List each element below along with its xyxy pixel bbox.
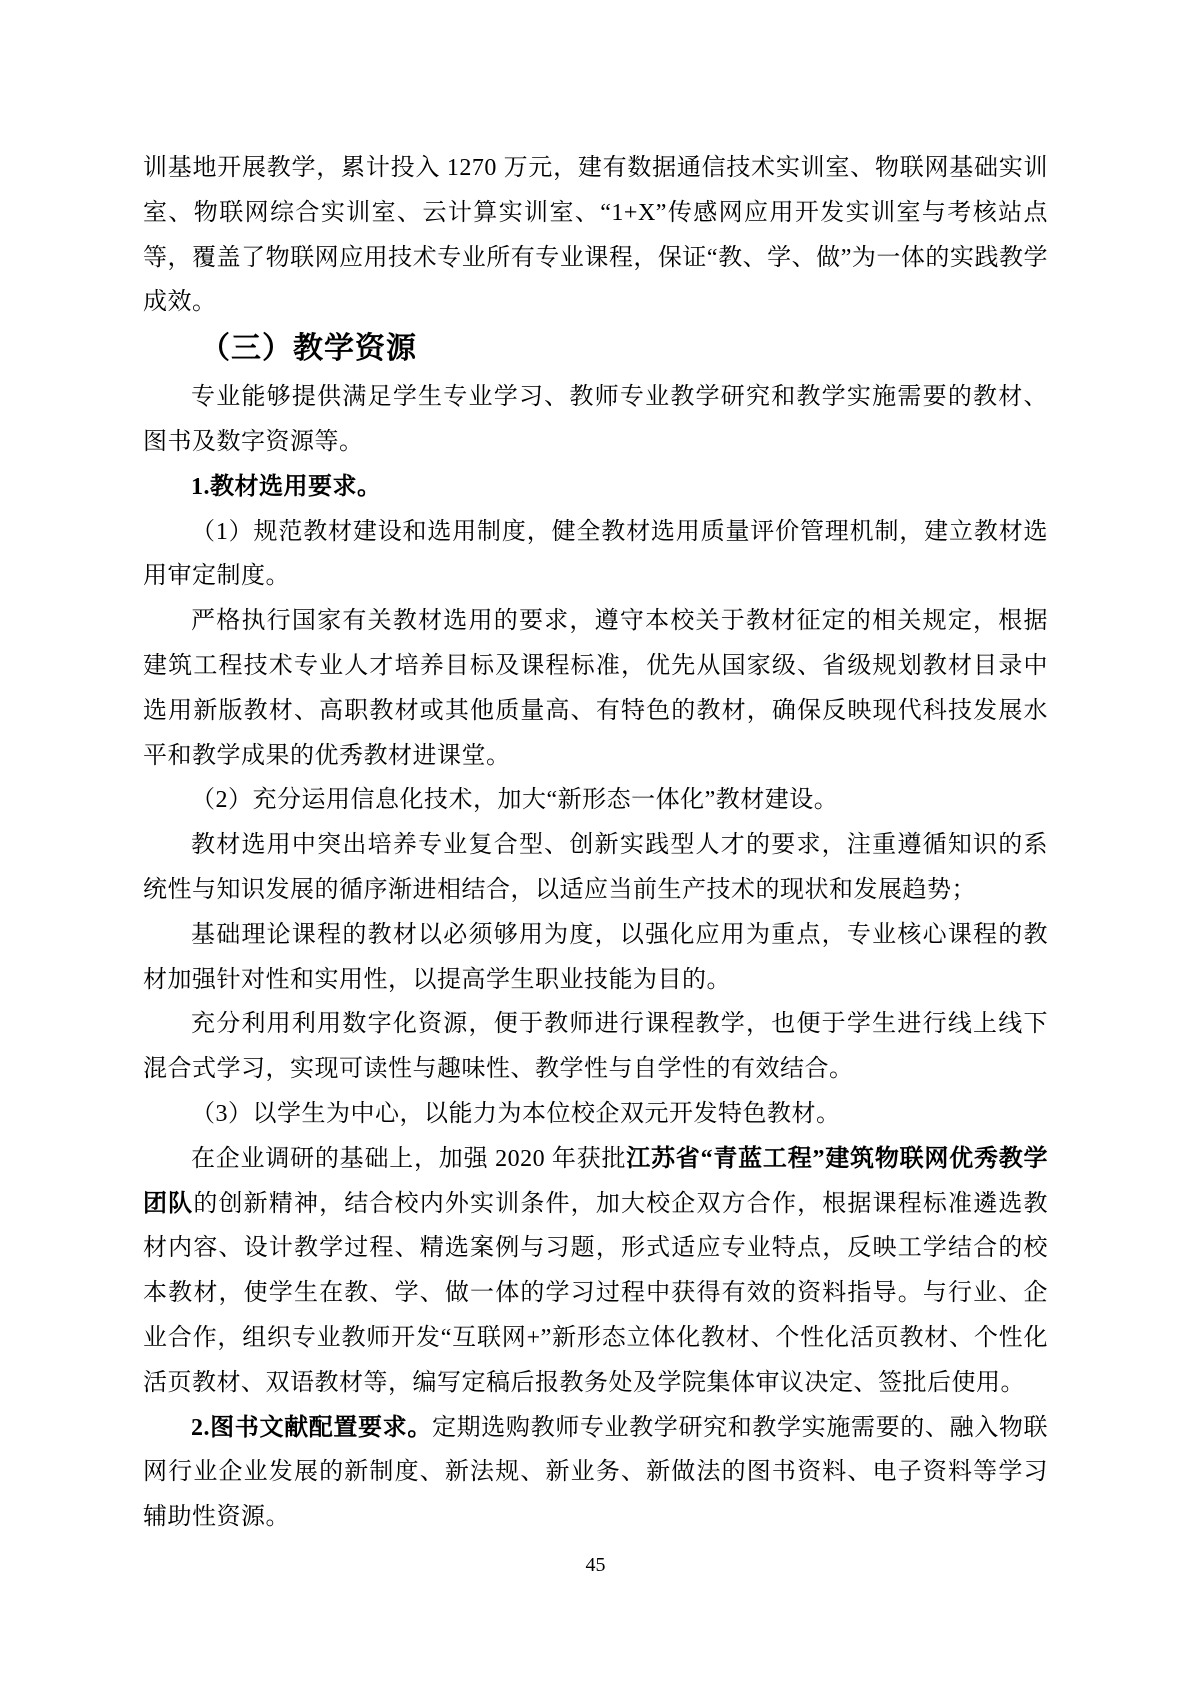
para-item3-detail-post: 的创新精神，结合校内外实训条件，加大校企双方合作，根据课程标准遴选教材内容、设计教学过程、精选案例与习题，形式适应专业特点，反映工学结合的校本教材，使学生在教、学、做一体的学习过程中获得有效的资料指导。与行业、企业合作，组织专业教师开发“互联网+”新形态立体化教材、个性化活页教材、个性化活页教材、双语教材等，编写定稿后报教务处及学院集体审议决定、签批后使用。 xyxy=(143,1190,1049,1396)
para-textbook-selection-title: 1.教材选用要求。 xyxy=(191,473,382,500)
para-item3-detail xyxy=(143,1137,1048,1406)
para-training-base: 训基地开展教学，累计投入 1270 万元，建有数据通信技术实训室、物联网基础实训室、物联网综合实训室、云计算实训室、“1+X”传感网应用开发实训室与考核站点等，覆盖了物联网应用技术专业所有专业课程，保证“教、学、做”为一体的实践教学成效。 xyxy=(143,155,1048,316)
para-library-requirements xyxy=(143,1406,1048,1540)
document-content xyxy=(143,146,1048,1540)
para-item1: （1）规范教材建设和选用制度，健全教材选用质量评价管理机制，建立教材选用审定制度。 xyxy=(143,518,1048,590)
page-number: 45 xyxy=(585,1554,606,1576)
para-library-title-bold: 2.图书文献配置要求。 xyxy=(191,1414,432,1441)
para-item3: （3）以学生为中心，以能力为本位校企双元开发特色教材。 xyxy=(191,1100,841,1127)
para-item1-detail: 严格执行国家有关教材选用的要求，遵守本校关于教材征定的相关规定，根据建筑工程技术专业人才培养目标及课程标准，优先从国家级、省级规划教材目录中选用新版教材、高职教材或其他质量高、有特色的教材，确保反映现代科技发展水平和教学成果的优秀教材进课堂。 xyxy=(143,608,1048,769)
para-item2-detail1: 教材选用中突出培养专业复合型、创新实践型人才的要求，注重遵循知识的系统性与知识发展的循序渐进相结合，以适应当前生产技术的现状和发展趋势； xyxy=(143,832,1048,903)
para-item2-detail2: 基础理论课程的教材以必须够用为度，以强化应用为重点，专业核心课程的教材加强针对性和实用性，以提高学生职业技能为目的。 xyxy=(143,921,1048,993)
para-item2-detail3: 充分利用利用数字化资源，便于教师进行课程教学，也便于学生进行线上线下混合式学习，实现可读性与趣味性、教学性与自学性的有效结合。 xyxy=(143,1011,1048,1083)
para-intro: 专业能够提供满足学生专业学习、教师专业教学研究和教学实施需要的教材、图书及数字资源等。 xyxy=(143,384,1048,455)
para-item3-detail-bold-team: 江苏省“青蓝工程”建筑物联网优秀教学团队 xyxy=(143,1145,1048,1217)
para-item3-detail-pre: 在企业调研的基础上，加强 2020 年获批 xyxy=(191,1145,627,1172)
section-heading-teaching-resources: （三）教学资源 xyxy=(200,332,417,366)
para-item2: （2）充分运用信息化技术，加大“新形态一体化”教材建设。 xyxy=(191,787,839,814)
para-library-rest: 定期选购教师专业教学研究和教学实施需要的、融入物联网行业企业发展的新制度、新法规、新业务、新做法的图书资料、电子资料等学习辅助性资源。 xyxy=(143,1414,1049,1531)
